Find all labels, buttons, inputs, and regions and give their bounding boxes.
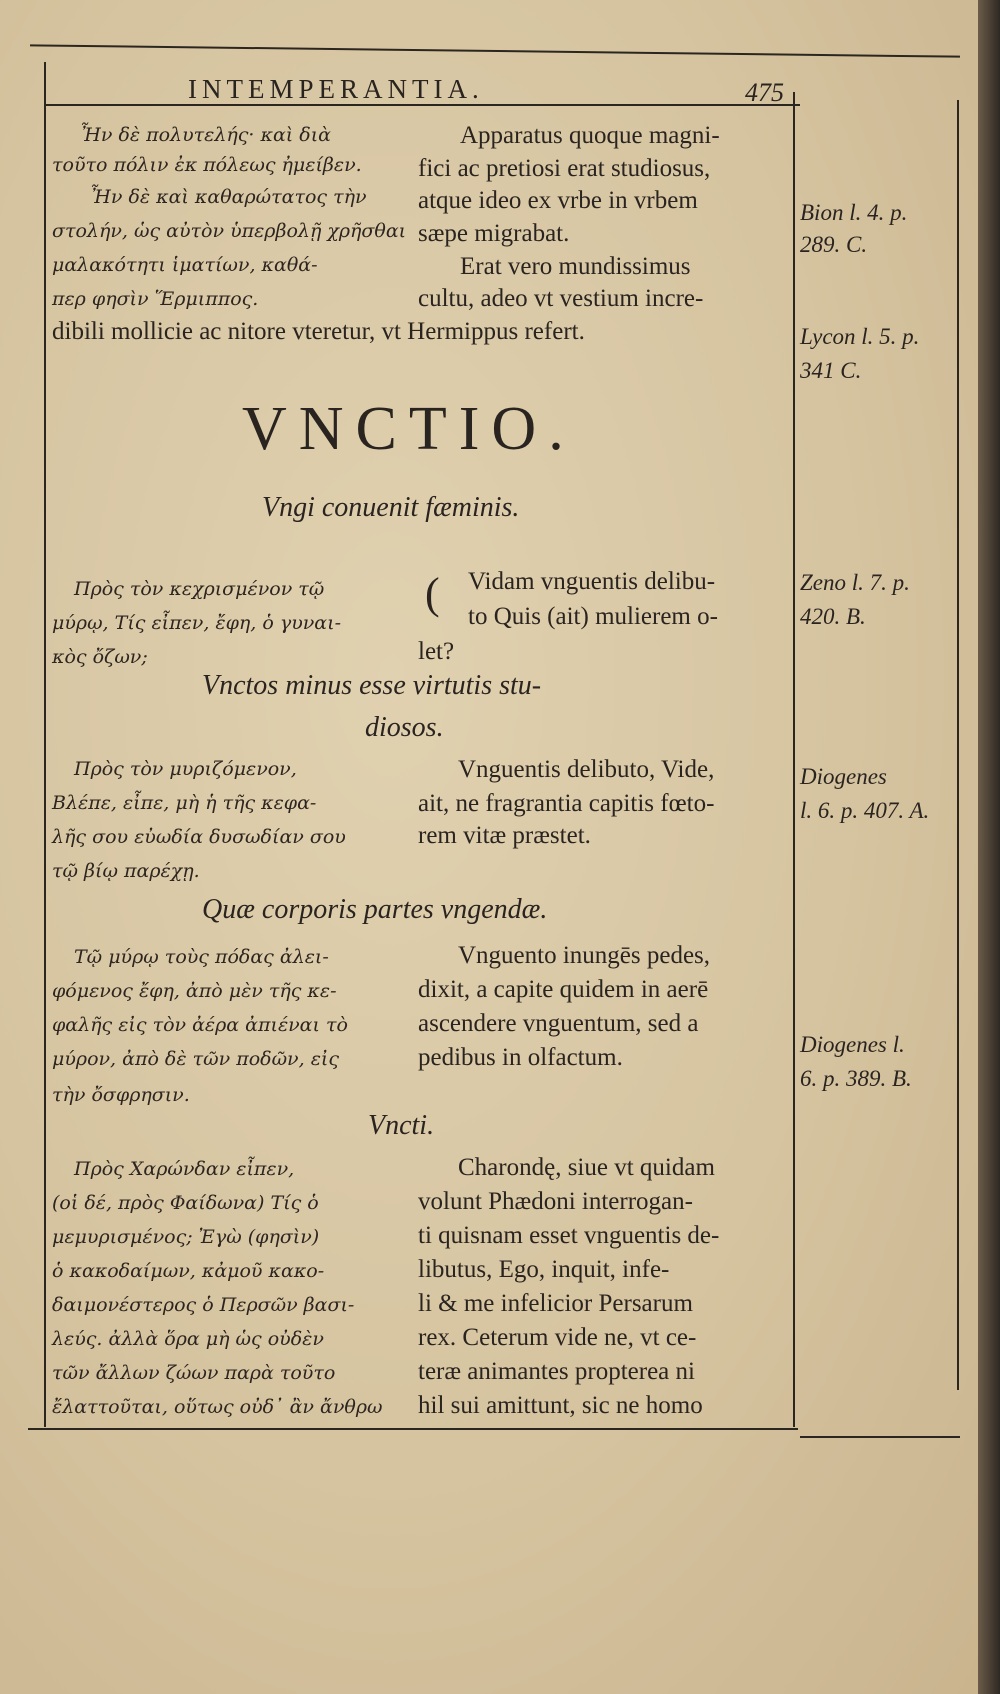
latin-line: Vnguento inungēs pedes, — [458, 942, 711, 969]
greek-line: Πρὸς Χαρώνδαν εἶπεν, — [74, 1158, 295, 1180]
bottom-rule — [28, 1428, 798, 1430]
latin-line: Erat vero mundissimus — [460, 253, 691, 280]
brace-mark: ( — [425, 569, 440, 618]
latin-line: ti quisnam esset vnguentis de- — [418, 1222, 720, 1249]
latin-line: dixit, a capite quidem in aerē — [418, 976, 709, 1003]
greek-line: κὸς ὄζων; — [52, 646, 148, 668]
latin-line: sæpe migrabat. — [418, 220, 570, 247]
subsection-heading: Vngi conuenit fæminis. — [262, 492, 520, 523]
margin-note: 341 C. — [800, 358, 862, 383]
greek-line: Τῷ μύρῳ τοὺς πόδας ἀλει- — [74, 946, 329, 968]
left-frame-line — [44, 62, 46, 1427]
margin-note: Zeno l. 7. p. — [800, 570, 910, 595]
latin-line: let? — [418, 638, 455, 665]
margin-note: l. 6. p. 407. A. — [800, 798, 930, 823]
greek-line: μαλακότητι ἱματίων, καθά- — [52, 254, 318, 276]
column-frame-line — [793, 92, 795, 1427]
greek-line: Ἦν δὲ καὶ καθαρώτατος τὴν — [90, 186, 367, 208]
latin-line: rem vitæ præstet. — [418, 822, 591, 849]
greek-line: φαλῆς εἰς τὸν ἀέρα ἀπιέναι τὸ — [52, 1014, 348, 1036]
greek-line: τὴν ὄσφρησιν. — [52, 1084, 190, 1106]
greek-line: ὁ κακοδαίμων, κἀμοῦ κακο- — [52, 1260, 325, 1282]
subsection-heading: Quæ corporis partes vngendæ. — [202, 894, 548, 925]
greek-line: Πρὸς τὸν μυριζόμενον, — [74, 758, 297, 780]
greek-line: Ἦν δὲ πολυτελής· καὶ διὰ — [80, 124, 331, 146]
page-number: 475 — [745, 78, 784, 107]
latin-full-line: dibili mollicie ac nitore vteretur, vt Hermippus refert. — [52, 318, 585, 345]
greek-line: φόμενος ἔφη, ἀπὸ μὲν τῆς κε- — [52, 980, 337, 1002]
latin-line: atque ideo ex vrbe in vrbem — [418, 187, 698, 214]
greek-line: λῆς σου εὐωδία δυσωδίαν σου — [52, 826, 346, 848]
margin-note: 6. p. 389. B. — [800, 1066, 912, 1091]
right-frame-line — [957, 100, 959, 1390]
running-header: INTEMPERANTIA. — [188, 74, 484, 104]
greek-line: μεμυρισμένος; Ἐγὼ (φησὶν) — [52, 1226, 320, 1248]
latin-line: Vidam vnguentis delibu- — [468, 568, 716, 595]
top-rule — [30, 44, 960, 57]
margin-note: 420. B. — [800, 604, 866, 629]
latin-line: fici ac pretiosi erat studiosus, — [418, 155, 711, 182]
subsection-heading-cont: diosos. — [365, 712, 444, 743]
latin-line: li & me infelicior Persarum — [418, 1290, 693, 1317]
latin-line: Charondę, siue vt quidam — [458, 1154, 715, 1181]
greek-line: περ φησὶν Ἕρμιππος. — [52, 288, 259, 310]
latin-line: teræ animantes propterea ni — [418, 1358, 695, 1385]
margin-note: Diogenes l. — [800, 1032, 905, 1057]
bottom-rule-2 — [800, 1436, 960, 1438]
greek-line: Πρὸς τὸν κεχρισμένον τῷ — [74, 578, 325, 600]
margin-note: Bion l. 4. p. — [800, 200, 908, 225]
latin-line: ait, ne fragrantia capitis fœto- — [418, 790, 715, 817]
book-gutter — [978, 0, 1000, 1694]
section-title: VNCTIO. — [242, 395, 576, 463]
latin-line: libutus, Ego, inquit, infe- — [418, 1256, 670, 1283]
subsection-heading: Vncti. — [368, 1110, 435, 1141]
margin-note: Diogenes — [800, 764, 887, 789]
latin-line: Apparatus quoque magni- — [460, 122, 720, 149]
latin-line: ascendere vnguentum, sed a — [418, 1010, 699, 1037]
greek-line: Βλέπε, εἶπε, μὴ ἡ τῆς κεφα- — [52, 792, 317, 814]
greek-line: (οἱ δέ, πρὸς Φαίδωνα) Τίς ὁ — [52, 1192, 319, 1214]
margin-note: 289. C. — [800, 232, 868, 257]
greek-line: δαιμονέστερος ὁ Περσῶν βασι- — [52, 1294, 355, 1316]
latin-line: Vnguentis delibuto, Vide, — [458, 756, 715, 783]
latin-line: to Quis (ait) mulierem o- — [468, 603, 718, 630]
greek-line: τῷ βίῳ παρέχῃ. — [52, 860, 200, 882]
latin-line: volunt Phædoni interrogan- — [418, 1188, 693, 1215]
subsection-heading: Vnctos minus esse virtutis stu- — [202, 670, 542, 701]
latin-line: hil sui amittunt, sic ne homo — [418, 1392, 703, 1419]
latin-line: cultu, adeo vt vestium incre- — [418, 285, 704, 312]
latin-line: pedibus in olfactum. — [418, 1044, 623, 1071]
greek-line: μύρον, ἀπὸ δὲ τῶν ποδῶν, εἰς — [52, 1048, 339, 1070]
greek-line: ἔλαττοῦται, οὕτως οὐδ᾽ ἂν ἄνθρω — [52, 1396, 383, 1418]
greek-line: στολήν, ὡς αὐτὸν ὑπερβολῇ χρῆσθαι — [52, 220, 407, 242]
greek-line: τοῦτο πόλιν ἐκ πόλεως ἠμείβεν. — [52, 154, 362, 176]
latin-line: rex. Ceterum vide ne, vt ce- — [418, 1324, 697, 1351]
greek-line: λεύς. ἀλλὰ ὅρα μὴ ὡς οὐδὲν — [52, 1328, 324, 1350]
margin-note: Lycon l. 5. p. — [800, 324, 920, 349]
greek-line: τῶν ἄλλων ζώων παρὰ τοῦτο — [52, 1362, 336, 1384]
greek-line: μύρῳ, Τίς εἶπεν, ἔφη, ὁ γυναι- — [52, 612, 341, 634]
